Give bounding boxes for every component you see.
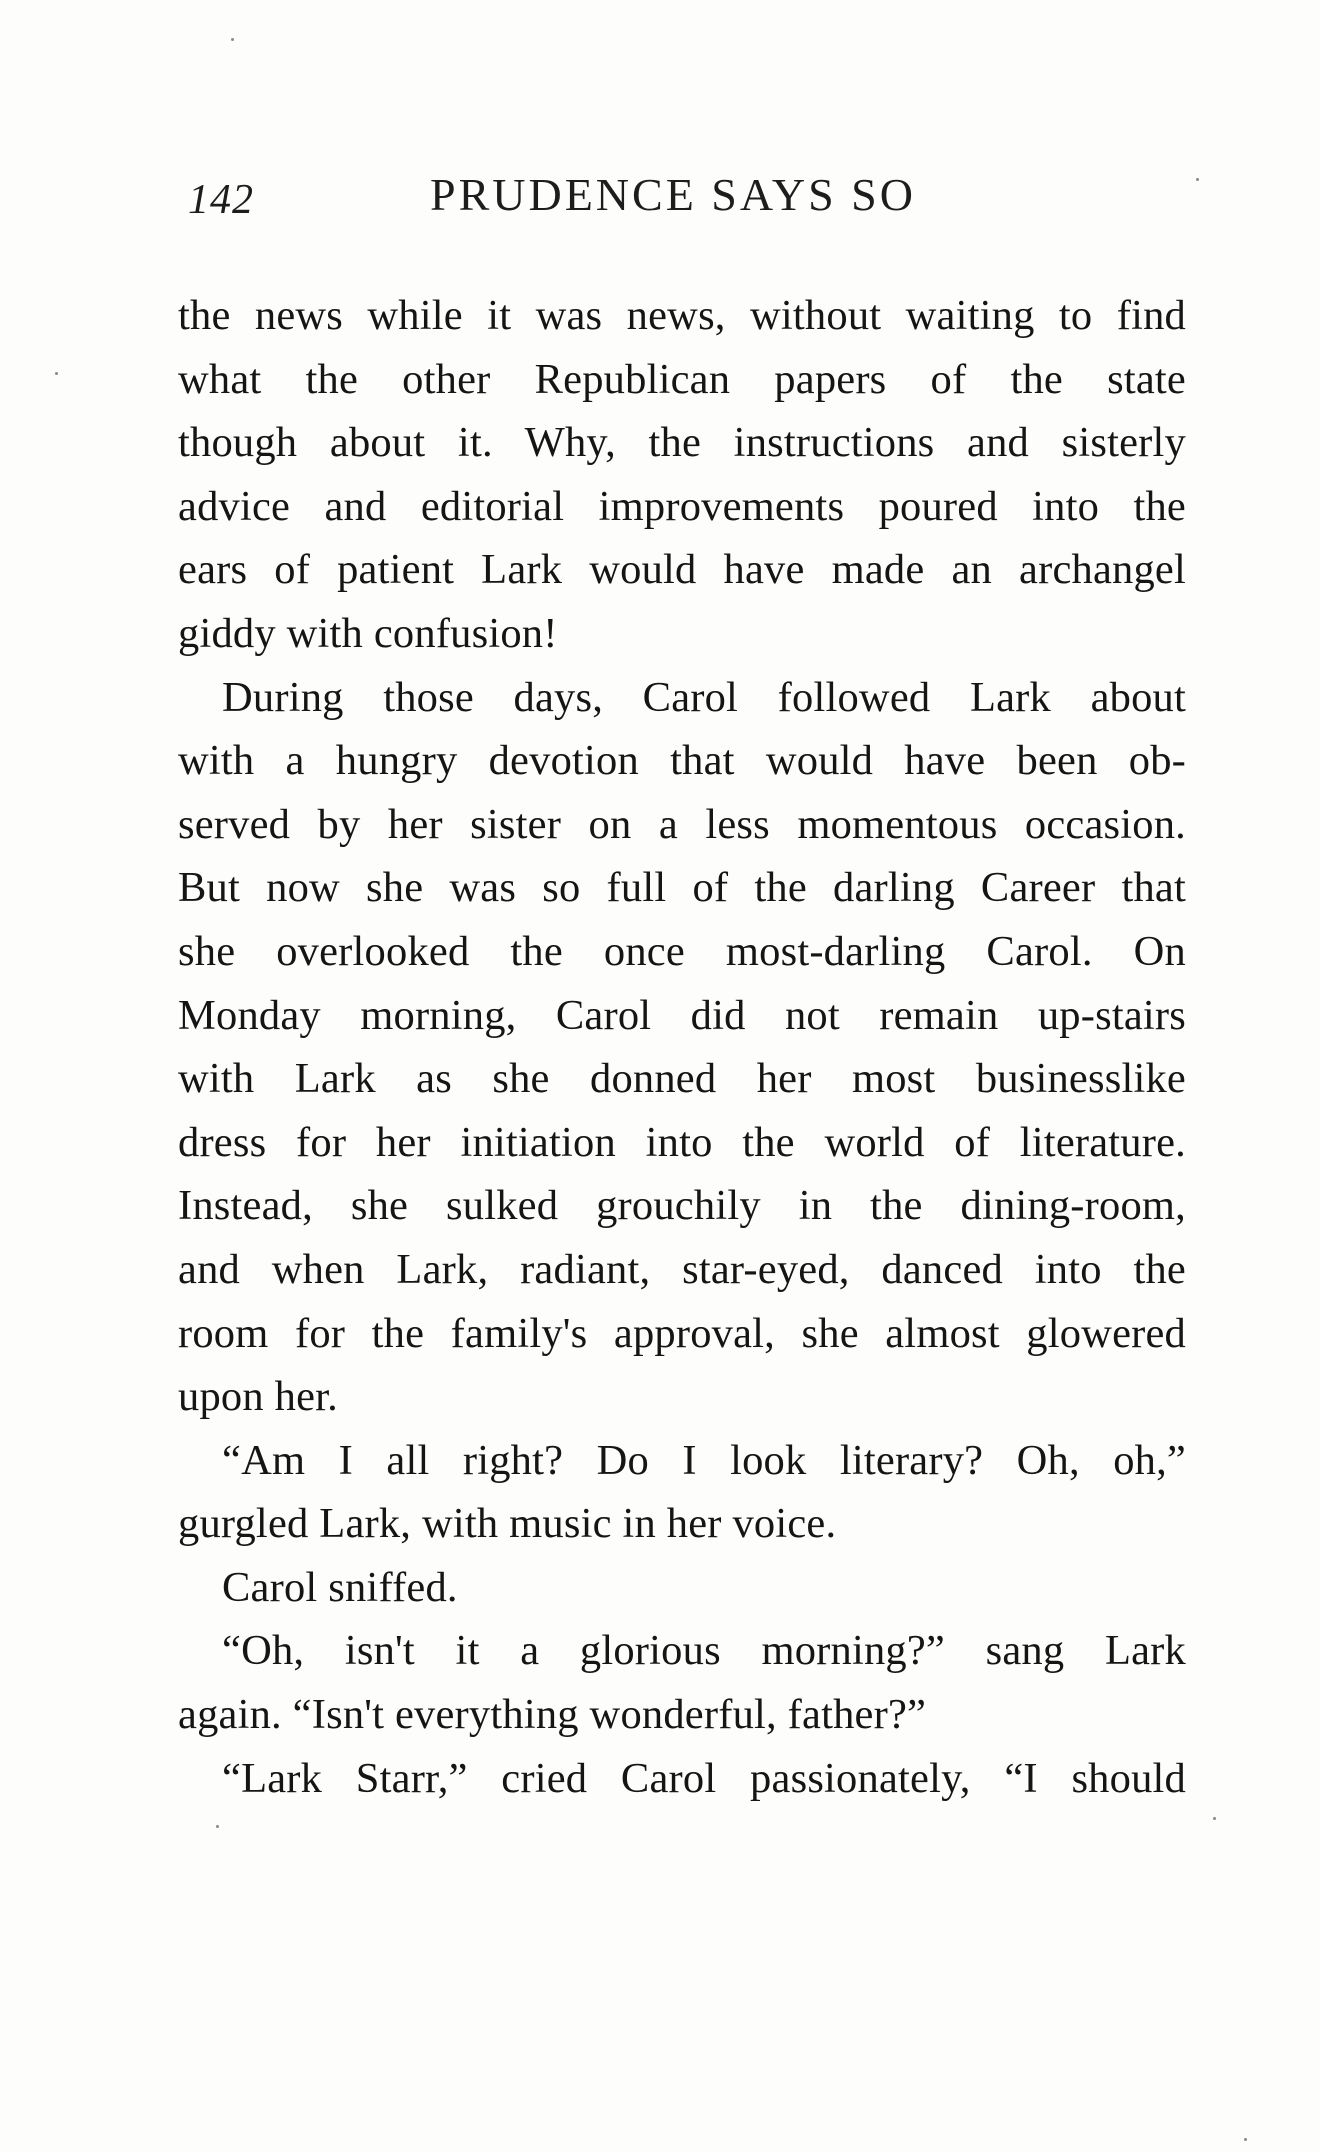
- text-line: the news while it was news, without waiting to find: [178, 292, 1186, 339]
- page-number: 142: [188, 177, 254, 223]
- text-line: dress for her initiation into the world of literature.: [178, 1118, 1186, 1166]
- text-line: with a hungry devotion that would have been ob-: [178, 737, 1186, 785]
- text-line: again. “Isn't everything wonderful, father?”: [178, 1691, 927, 1739]
- running-title: PRUDENCE SAYS SO: [430, 169, 916, 220]
- text-line: what the other Republican papers of the state: [178, 355, 1186, 403]
- text-line: During those days, Carol followed Lark about: [222, 673, 1186, 721]
- paper-speck: [216, 1825, 219, 1828]
- paper-speck: [55, 372, 58, 375]
- page-header: [188, 168, 1188, 228]
- text-line: served by her sister on a less momentous occasion.: [178, 800, 1186, 848]
- text-line: advice and editorial improvements poured into the: [178, 482, 1186, 530]
- body-text: [178, 284, 1186, 1810]
- text-line: Monday morning, Carol did not remain up-stairs: [178, 991, 1186, 1039]
- paper-speck: [231, 38, 234, 41]
- text-line: giddy with confusion!: [178, 609, 558, 657]
- text-line: room for the family's approval, she almost glowered: [178, 1309, 1186, 1357]
- text-line: Instead, she sulked grouchily in the dining-room,: [178, 1182, 1186, 1230]
- text-line: and when Lark, radiant, star-eyed, danced into the: [178, 1245, 1186, 1293]
- text-line: she overlooked the once most-darling Carol. On: [178, 927, 1186, 975]
- text-line: Carol sniffed.: [222, 1563, 458, 1611]
- text-line: “Lark Starr,” cried Carol passionately, “I should: [222, 1754, 1186, 1802]
- text-line: “Am I all right? Do I look literary? Oh, oh,”: [222, 1436, 1186, 1484]
- text-line: “Oh, isn't it a glorious morning?” sang Lark: [222, 1627, 1186, 1675]
- text-line: though about it. Why, the instructions and sisterly: [178, 419, 1186, 467]
- text-line: ears of patient Lark would have made an archangel: [178, 546, 1186, 594]
- text-line: gurgled Lark, with music in her voice.: [178, 1500, 837, 1548]
- paper-speck: [1213, 1817, 1216, 1820]
- text-line: upon her.: [178, 1373, 338, 1421]
- text-line: with Lark as she donned her most businesslike: [178, 1055, 1186, 1103]
- paper-speck: [1244, 2138, 1247, 2141]
- paper-speck: [1196, 178, 1199, 181]
- text-line: But now she was so full of the darling Career that: [178, 864, 1186, 912]
